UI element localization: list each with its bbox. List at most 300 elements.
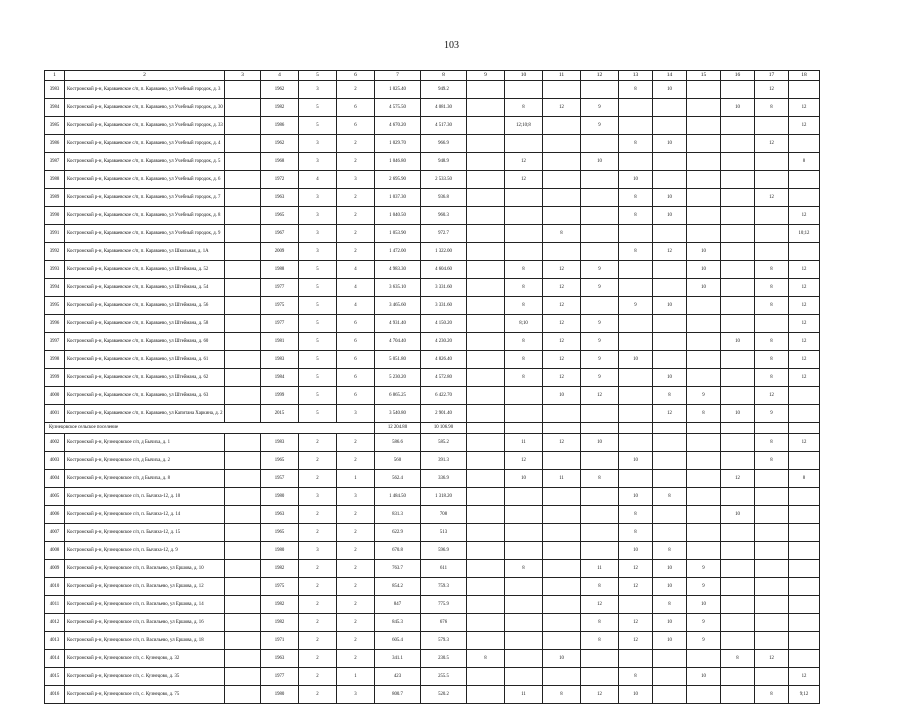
row-number: 4014 [45,650,65,668]
table-cell: 3 [299,81,337,99]
table-cell: 1999 [261,387,299,405]
address-cell: Костромской р-н, Караваевское с/п, п. Караваево, ул Штеймана, д. 63 [65,387,225,405]
address-cell: Костромской р-н, Кузнецовское с/п, с. Кузнецово, д. 35 [65,668,225,686]
row-number: 4000 [45,387,65,405]
table-cell [467,405,505,423]
table-cell [543,189,581,207]
column-header: 13 [619,71,653,81]
table-cell [687,488,721,506]
table-cell: 8 [755,369,789,387]
table-cell: 1975 [261,578,299,596]
table-cell: 8 [543,686,581,704]
table-cell [789,135,820,153]
table-cell [789,506,820,524]
table-cell: 8 [619,524,653,542]
table-cell [505,225,543,243]
table-cell [755,171,789,189]
table-cell [789,578,820,596]
table-cell: 12 [619,578,653,596]
table-cell: 10 [653,207,687,225]
table-cell: 1965 [261,207,299,225]
table-cell [581,297,619,315]
table-cell: 10 [653,135,687,153]
table-cell: 8 [755,297,789,315]
table-cell: 4 572.80 [421,369,467,387]
table-cell: 9 [581,261,619,279]
table-cell: 854.2 [375,578,421,596]
table-cell [721,171,755,189]
table-cell [467,81,505,99]
table-cell: 8 [619,135,653,153]
table-cell: 8 [543,225,581,243]
table-cell: 2009 [261,243,299,261]
table-cell [505,632,543,650]
table-body [45,71,820,704]
table-cell [687,117,721,135]
table-cell [505,542,543,560]
table-cell [789,387,820,405]
table-cell [543,506,581,524]
table-cell: 2 901.40 [421,405,467,423]
table-cell [225,632,261,650]
table-cell [225,542,261,560]
table-cell [543,135,581,153]
table-cell [755,225,789,243]
table-row [45,261,820,279]
table-cell [619,279,653,297]
table-cell [789,243,820,261]
table-cell: 3 465.60 [375,297,421,315]
table-cell [467,171,505,189]
table-cell: 12 [543,351,581,369]
row-number: 4006 [45,506,65,524]
table-cell: 1980 [261,488,299,506]
table-cell: 2 [299,578,337,596]
table-cell [467,542,505,560]
address-cell: Костромской р-н, Караваевское с/п, п. Караваево, ул Штеймана, д. 62 [65,369,225,387]
table-cell: 12 [505,452,543,470]
table-cell [619,153,653,171]
address-cell: Костромской р-н, Кузнецовское с/п, д Бычиха, д. 8 [65,470,225,488]
table-cell: 8 [505,351,543,369]
table-cell: 5 [299,315,337,333]
table-cell: 341.1 [375,650,421,668]
table-cell: 1971 [261,632,299,650]
table-cell: 5 051.80 [375,351,421,369]
table-cell [225,596,261,614]
row-number: 3987 [45,153,65,171]
table-cell: 5 [299,279,337,297]
table-cell: 2 [299,524,337,542]
table-cell [225,297,261,315]
table-cell: 10 [687,243,721,261]
row-number: 4013 [45,632,65,650]
table-cell [755,524,789,542]
column-header: 16 [721,71,755,81]
table-cell: 586.6 [375,434,421,452]
table-row [45,99,820,117]
table-cell: 12 [789,333,820,351]
row-number: 3994 [45,279,65,297]
table-cell [789,632,820,650]
table-row [45,117,820,135]
table-row [45,632,820,650]
table-cell: 10 [619,452,653,470]
table-cell: 2 [337,243,375,261]
table-cell [619,225,653,243]
table-cell: 3 540.80 [375,405,421,423]
table-cell [755,668,789,686]
table-cell: 10 [721,506,755,524]
table-cell: 12 [653,405,687,423]
table-cell [755,560,789,578]
table-cell [581,668,619,686]
table-cell: 2 [299,686,337,704]
table-cell [789,614,820,632]
table-cell [543,488,581,506]
table-cell: 5 [299,369,337,387]
column-header: 17 [755,71,789,81]
table-cell: 9 [581,369,619,387]
table-cell: 12 [789,351,820,369]
row-number: 3992 [45,243,65,261]
table-row [45,488,820,506]
table-cell: 8 [755,434,789,452]
table-cell: 8 [687,405,721,423]
table-cell: 8 [755,261,789,279]
table-cell [653,225,687,243]
table-cell: 1982 [261,99,299,117]
table-cell: 8 [505,369,543,387]
table-cell [467,135,505,153]
table-cell [789,171,820,189]
table-cell: 1963 [261,650,299,668]
table-cell: 605.4 [375,632,421,650]
table-cell [721,524,755,542]
table-row [45,315,820,333]
table-cell [543,632,581,650]
table-cell [755,542,789,560]
row-number: 3988 [45,171,65,189]
row-number: 4004 [45,470,65,488]
column-header: 3 [225,71,261,81]
table-cell: 560 [375,452,421,470]
table-cell: 8 [619,81,653,99]
table-cell: 12 [543,297,581,315]
table-cell: 800.7 [375,686,421,704]
table-cell: 10 [721,405,755,423]
table-cell [225,560,261,578]
table-cell: 1 029.70 [375,135,421,153]
table-cell: 1 046.80 [375,153,421,171]
table-cell: 12 [581,387,619,405]
table-cell [225,351,261,369]
table-row [45,279,820,297]
table-cell: 6 [337,369,375,387]
table-cell: 11 [505,434,543,452]
table-cell: 12 [789,668,820,686]
table-cell [467,614,505,632]
table-cell [687,225,721,243]
column-header: 12 [581,71,619,81]
table-cell [225,387,261,405]
table-cell: 562.4 [375,470,421,488]
table-cell: 585.2 [421,434,467,452]
table-cell: 12 [789,207,820,225]
table-cell: 12 [543,99,581,117]
table-cell [619,117,653,135]
column-header: 9 [467,71,505,81]
table-row [45,434,820,452]
table-cell: 2 [337,560,375,578]
table-cell [505,243,543,261]
table-cell: 3 [337,488,375,506]
table-cell: 3 331.60 [421,279,467,297]
table-cell: 2 [337,578,375,596]
table-cell: 8 [581,578,619,596]
address-cell: Костромской р-н, Караваевское с/п, п. Караваево, ул Учебный городок, д. 5 [65,153,225,171]
table-cell [721,614,755,632]
address-cell: Костромской р-н, Караваевское с/п, п. Караваево, ул Учебный городок, д. 33 [65,117,225,135]
table-cell [721,81,755,99]
table-cell [467,387,505,405]
table-cell [543,668,581,686]
table-cell: 1980 [261,686,299,704]
table-cell [543,117,581,135]
table-cell [619,99,653,117]
table-cell [505,207,543,225]
table-cell: 10 [619,686,653,704]
table-cell: 10 [653,189,687,207]
table-cell [581,452,619,470]
table-cell: 1982 [261,614,299,632]
row-number: 3998 [45,351,65,369]
table-cell: 10 [653,578,687,596]
table-cell: 10 [543,650,581,668]
table-cell [581,225,619,243]
table-cell: 2 [337,434,375,452]
table-cell [653,470,687,488]
table-cell [721,369,755,387]
table-cell [581,189,619,207]
table-cell [755,596,789,614]
table-cell [467,117,505,135]
table-cell: 2 [299,650,337,668]
row-number: 4011 [45,596,65,614]
table-cell [225,686,261,704]
table-cell [467,524,505,542]
table-cell: 2 [299,632,337,650]
table-cell: 1983 [261,434,299,452]
address-cell: Костромской р-н, Кузнецовское с/п, п. Васильево, ул Ершова, д. 14 [65,596,225,614]
table-row [45,452,820,470]
table-cell [543,81,581,99]
table-row [45,225,820,243]
table-cell [653,153,687,171]
table-cell [789,488,820,506]
table-cell [225,207,261,225]
table-cell [687,153,721,171]
table-cell: 3 [299,488,337,506]
table-cell [543,153,581,171]
address-cell: Костромской р-н, Караваевское с/п, п. Караваево, ул Учебный городок, д. 4 [65,135,225,153]
table-cell: 5 [299,117,337,135]
header-row [45,71,820,81]
table-cell: 9 [581,99,619,117]
table-row [45,542,820,560]
table-cell: 3 635.10 [375,279,421,297]
column-header: 10 [505,71,543,81]
table-cell [619,315,653,333]
table-cell [581,243,619,261]
table-cell: 1981 [261,333,299,351]
table-row [45,578,820,596]
address-cell: Костромской р-н, Караваевское с/п, п. Караваево, ул Учебный городок, д. 30 [65,99,225,117]
table-cell: 5 [299,405,337,423]
table-cell: 12 [581,686,619,704]
table-cell: 8 [755,99,789,117]
table-cell [721,189,755,207]
address-cell: Костромской р-н, Караваевское с/п, п. Караваево, ул Штеймана, д. 58 [65,315,225,333]
table-cell: 10 [581,153,619,171]
table-cell [467,189,505,207]
table-cell [225,333,261,351]
table-cell [225,315,261,333]
table-cell [543,171,581,189]
table-cell [467,434,505,452]
table-cell: 12 [789,297,820,315]
table-cell: 708 [421,506,467,524]
table-row [45,387,820,405]
table-cell [755,315,789,333]
table-cell [505,81,543,99]
table-cell [755,578,789,596]
table-cell: 2 [299,470,337,488]
table-cell: 8 [755,279,789,297]
table-cell: 4 604.60 [421,261,467,279]
table-cell [467,470,505,488]
table-cell: 8 [505,560,543,578]
table-cell: 3 [337,405,375,423]
table-cell: 8 [755,686,789,704]
table-cell: 12 [543,369,581,387]
table-cell: 230.5 [421,650,467,668]
table-cell: 2 [337,452,375,470]
table-cell: 11 [543,470,581,488]
table-cell [505,135,543,153]
table-cell: 5 [299,261,337,279]
table-cell: 11 [505,686,543,704]
table-cell [505,596,543,614]
table-cell: 5 [299,99,337,117]
table-cell [653,99,687,117]
table-cell [721,261,755,279]
table-cell [225,578,261,596]
table-row [45,405,820,423]
table-cell: 2015 [261,405,299,423]
table-cell: 12 [543,434,581,452]
table-cell [581,524,619,542]
table-cell [653,423,687,434]
table-cell: 3 [299,135,337,153]
table-cell: 949.2 [421,81,467,99]
table-cell: 2 [299,452,337,470]
table-cell [755,488,789,506]
table-cell: 2 [299,434,337,452]
table-cell: 2 [299,668,337,686]
table-cell: 4 [337,297,375,315]
table-cell: 12 [789,99,820,117]
table-cell [467,423,505,434]
table-cell: 12 [543,315,581,333]
column-header: 6 [337,71,375,81]
table-cell [789,596,820,614]
table-cell: 12 [653,243,687,261]
table-cell [581,405,619,423]
table-cell: 1965 [261,452,299,470]
table-cell [225,369,261,387]
table-cell [543,207,581,225]
table-cell: 8 [789,153,820,171]
table-cell [653,333,687,351]
table-cell: 12 [789,117,820,135]
table-cell: 5 [299,387,337,405]
table-cell: 4 931.40 [375,315,421,333]
table-cell: 1 025.40 [375,81,421,99]
table-cell [543,560,581,578]
table-cell: 1963 [261,506,299,524]
table-cell [505,189,543,207]
table-cell: 6 [337,117,375,135]
table-cell: 5 [299,333,337,351]
table-cell [543,578,581,596]
table-cell [687,369,721,387]
table-cell: 10 [687,596,721,614]
table-cell [225,470,261,488]
table-cell: 8;10 [505,315,543,333]
column-header: 5 [299,71,337,81]
table-cell [619,423,653,434]
table-cell [755,243,789,261]
row-number: 4002 [45,434,65,452]
table-cell: 12 [755,387,789,405]
row-number: 3993 [45,261,65,279]
table-cell: 2 [337,632,375,650]
table-cell: 831.3 [375,506,421,524]
table-cell: 2 [337,542,375,560]
address-cell: Костромской р-н, Караваевское с/п, п. Караваево, ул Учебный городок, д. 7 [65,189,225,207]
table-cell: 8 [653,387,687,405]
table-cell: 960.3 [421,207,467,225]
address-cell: Костромской р-н, Караваевское с/п, п. Караваево, ул Штеймана, д. 52 [65,261,225,279]
table-cell: 2 [299,596,337,614]
table-cell: 2 [299,506,337,524]
table-cell: 255.5 [421,668,467,686]
table-cell: 2 [337,596,375,614]
table-cell [505,524,543,542]
table-cell [653,434,687,452]
address-cell: Костромской р-н, Кузнецовское с/п, п. Бычиха-12, д. 9 [65,542,225,560]
table-cell [225,153,261,171]
address-cell: Костромской р-н, Караваевское с/п, п. Караваево, ул Школьная, д. 1А [65,243,225,261]
table-cell [789,650,820,668]
table-cell: 1 053.90 [375,225,421,243]
table-cell: 10 [543,387,581,405]
table-cell [581,207,619,225]
table-cell: 1983 [261,351,299,369]
table-cell: 12 [721,470,755,488]
table-cell [687,423,721,434]
